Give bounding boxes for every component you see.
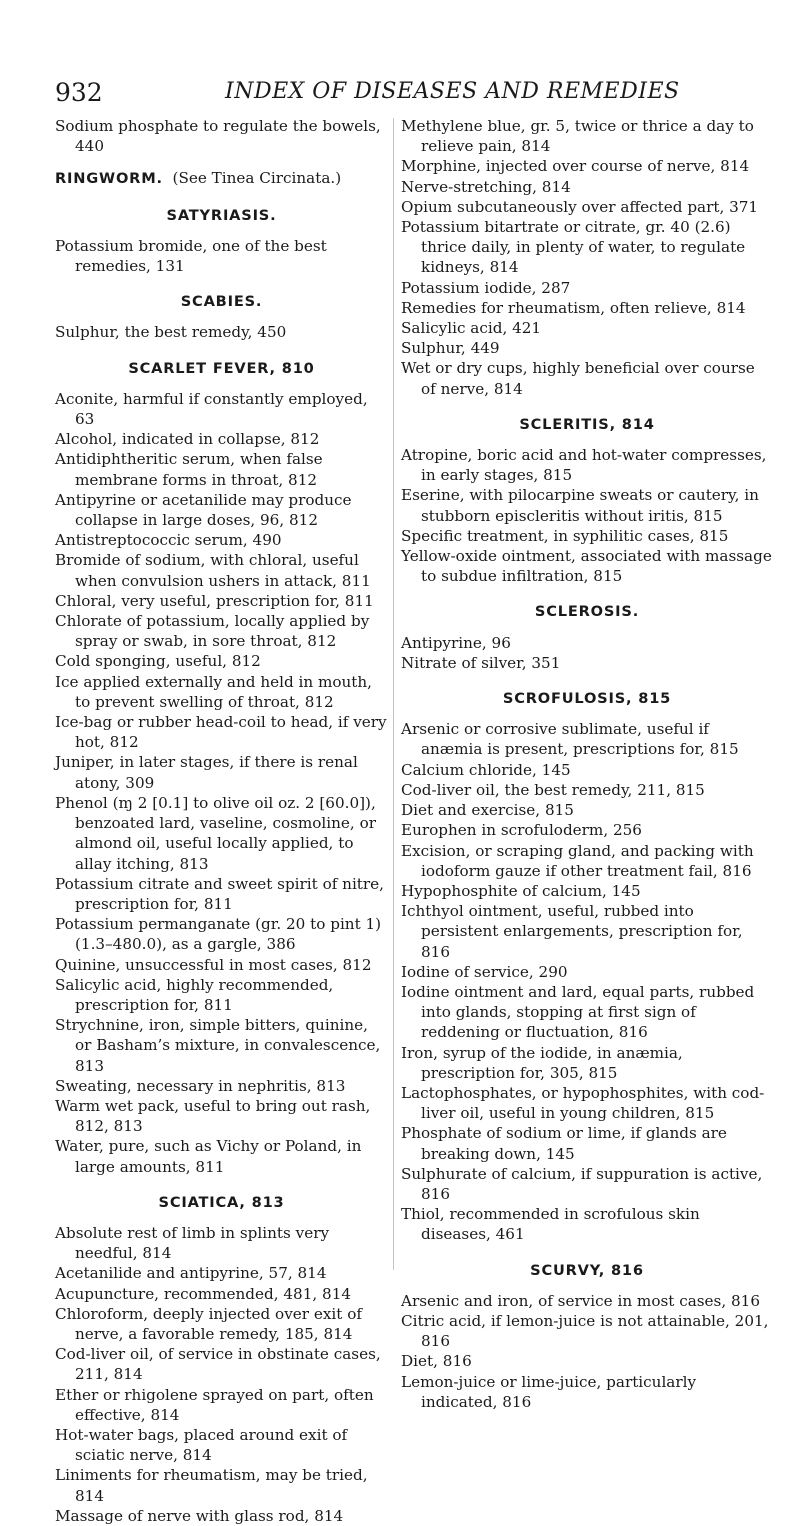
index-entry: Antipyrine, 96 xyxy=(401,633,511,652)
index-entry: Potassium iodide, 287 xyxy=(401,278,571,297)
index-entry: Sulphur, the best remedy, 450 xyxy=(55,323,287,342)
page-number: 932 xyxy=(55,78,103,107)
index-entry: Antipyrine or acetanilide may produce collapse in large doses, 96, 812 xyxy=(55,490,352,530)
index-entry: Ichthyol ointment, useful, rubbed into persistent enlargements, prescription for, 816 xyxy=(401,902,743,961)
index-entry: Warm wet pack, useful to bring out rash, 812, 813 xyxy=(55,1096,371,1136)
section-scabies xyxy=(55,292,388,342)
index-entry: Iron, syrup of the iodide, in anæmia, prescription for, 305, 815 xyxy=(401,1043,683,1082)
section-heading: SCLERITIS, 814 xyxy=(519,415,655,433)
index-entry: Nitrate of silver, 351 xyxy=(401,653,561,672)
right-column xyxy=(401,116,773,1412)
index-entry: Sulphurate of calcium, if suppuration is active, 816 xyxy=(401,1164,763,1203)
cross-reference-target: (See Tinea Circinata.) xyxy=(172,169,342,188)
index-entry: Methylene blue, gr. 5, twice or thrice a day to relieve pain, 814 xyxy=(401,117,754,156)
cross-reference xyxy=(55,168,388,189)
index-entry: Lemon-juice or lime-juice, particularly indicated, 816 xyxy=(401,1372,697,1411)
index-entry: Diet and exercise, 815 xyxy=(401,801,574,820)
index-entry: Europhen in scrofuloderm, 256 xyxy=(401,821,642,840)
section-heading: SCROFULOSIS, 815 xyxy=(502,690,672,708)
index-entry: Potassium bitartrate or citrate, gr. 40 (2.6) thrice daily, in plenty of water, to regulate kidneys, 814 xyxy=(401,218,746,277)
running-head: INDEX OF DISEASES AND REMEDIES xyxy=(225,79,680,104)
section-heading: SCARLET FEVER, 810 xyxy=(128,359,315,377)
index-entry: Ice applied externally and held in mouth, to prevent swelling of throat, 812 xyxy=(55,672,373,711)
index-entry: Cold sponging, useful, 812 xyxy=(55,652,261,671)
index-entry: Chlorate of potassium, locally applied by spray or swab, in sore throat, 812 xyxy=(55,612,370,651)
index-entry: Water, pure, such as Vichy or Poland, in large amounts, 811 xyxy=(55,1137,362,1176)
section-scarlet-fever xyxy=(55,359,388,1177)
page-header xyxy=(55,78,775,112)
index-entry: Potassium bromide, one of the best remedies, 131 xyxy=(55,236,327,276)
left-column xyxy=(55,116,388,1526)
index-entry: Calcium chloride, 145 xyxy=(401,760,571,779)
index-entry: Chloroform, deeply injected over exit of nerve, a favorable remedy, 185, 814 xyxy=(55,1304,362,1343)
index-entry: Potassium citrate and sweet spirit of nitre, prescription for, 811 xyxy=(55,874,384,913)
index-entry: Remedies for rheumatism, often relieve, 814 xyxy=(401,298,746,317)
index-entry: Chloral, very useful, prescription for, 811 xyxy=(55,591,374,610)
index-entry: Sulphur, 449 xyxy=(401,339,500,358)
index-entry: Salicylic acid, 421 xyxy=(401,319,542,338)
index-entry: Lactophosphates, or hypophosphites, with cod-liver oil, useful in young children, 815 xyxy=(401,1083,765,1123)
index-entry: Diet, 816 xyxy=(401,1352,472,1371)
index-entry: Antidiphtheritic serum, when false membrane forms in throat, 812 xyxy=(55,450,323,489)
index-entry: Nerve-stretching, 814 xyxy=(401,177,571,196)
index-entry: Antistreptococcic serum, 490 xyxy=(55,531,282,550)
section-sclerosis xyxy=(401,602,773,673)
index-entry: Acetanilide and antipyrine, 57, 814 xyxy=(55,1264,327,1283)
index-entry: Wet or dry cups, highly beneficial over course of nerve, 814 xyxy=(401,359,755,398)
index-entry: Arsenic and iron, of service in most cases, 816 xyxy=(401,1291,760,1310)
section-sciatica xyxy=(55,1193,388,1526)
index-entry: Eserine, with pilocarpine sweats or cautery, in stubborn episcleritis without iritis, 815 xyxy=(401,486,759,525)
index-entry: Hot-water bags, placed around exit of sciatic nerve, 814 xyxy=(55,1425,348,1465)
index-entry: Acupuncture, recommended, 481, 814 xyxy=(55,1284,352,1303)
section-heading: SCLEROSIS. xyxy=(534,603,640,621)
index-entry: Arsenic or corrosive sublimate, useful if anæmia is present, prescriptions for, 815 xyxy=(401,720,739,759)
index-entry: Salicylic acid, highly recommended, prescription for, 811 xyxy=(55,975,334,1014)
index-entry: Specific treatment, in syphilitic cases, 815 xyxy=(401,526,729,545)
index-entry: Phosphate of sodium or lime, if glands are breaking down, 145 xyxy=(401,1124,727,1163)
index-entry: Ether or rhigolene sprayed on part, often effective, 814 xyxy=(55,1385,374,1424)
index-entry: Iodine ointment and lard, equal parts, rubbed into glands, stopping at first sign of reddening or fluctuation, 816 xyxy=(401,982,755,1042)
index-entry: Citric acid, if lemon-juice is not attainable, 201, 816 xyxy=(401,1311,769,1351)
index-entry: Aconite, harmful if constantly employed, 63 xyxy=(55,389,368,429)
index-entry: Hypophosphite of calcium, 145 xyxy=(401,881,641,900)
index-entry: Alcohol, indicated in collapse, 812 xyxy=(55,430,320,449)
column-divider xyxy=(393,118,394,1270)
index-entry: Potassium permanganate (gr. 20 to pint 1) (1.3–480.0), as a gargle, 386 xyxy=(55,915,382,954)
index-entry: Sweating, necessary in nephritis, 813 xyxy=(55,1076,346,1095)
index-entry: Liniments for rheumatism, may be tried, 814 xyxy=(55,1466,368,1505)
index-entry: Sodium phosphate to regulate the bowels, 440 xyxy=(55,117,381,156)
index-entry: Opium subcutaneously over affected part, 371 xyxy=(401,197,759,216)
index-entry: Juniper, in later stages, if there is renal atony, 309 xyxy=(55,753,358,792)
cross-reference-term: RINGWORM. xyxy=(55,170,163,188)
continued-entries xyxy=(55,116,388,156)
index-entry: Thiol, recommended in scrofulous skin diseases, 461 xyxy=(401,1205,700,1244)
section-heading: SCABIES. xyxy=(180,293,263,311)
section-satyriasis xyxy=(55,206,388,277)
section-scrofulosis xyxy=(401,689,773,1244)
index-entry: Quinine, unsuccessful in most cases, 812 xyxy=(55,955,372,974)
index-entry: Massage of nerve with glass rod, 814 xyxy=(55,1506,344,1525)
section-scurvy xyxy=(401,1261,773,1412)
index-entry: Bromide of sodium, with chloral, useful when convulsion ushers in attack, 811 xyxy=(55,551,371,590)
section-heading: SATYRIASIS. xyxy=(166,206,277,224)
section-heading: SCIATICA, 813 xyxy=(158,1193,285,1211)
index-entry: Excision, or scraping gland, and packing with iodoform gauze if other treatment fail, 816 xyxy=(401,841,754,880)
index-entry: Cod-liver oil, of service in obstinate cases, 211, 814 xyxy=(55,1345,381,1384)
index-entry: Iodine of service, 290 xyxy=(401,962,568,981)
index-entry: Morphine, injected over course of nerve, 814 xyxy=(401,157,750,176)
index-entry: Atropine, boric acid and hot-water compresses, in early stages, 815 xyxy=(401,446,767,485)
index-entry: Ice-bag or rubber head-coil to head, if very hot, 812 xyxy=(55,713,387,752)
index-entry: Cod-liver oil, the best remedy, 211, 815 xyxy=(401,780,705,799)
index-entry: Yellow-oxide ointment, associated with massage to subdue infiltration, 815 xyxy=(401,547,772,586)
section-heading: SCURVY, 816 xyxy=(530,1261,644,1279)
index-entry: Strychnine, iron, simple bitters, quinine, or Basham’s mixture, in convalescence, 813 xyxy=(55,1016,381,1075)
index-entry: Absolute rest of limb in splints very needful, 814 xyxy=(55,1223,330,1263)
continued-entries xyxy=(401,116,773,399)
section-scleritis xyxy=(401,415,773,587)
index-entry: Phenol (ɱ 2 [0.1] to olive oil oz. 2 [60.0]), benzoated lard, vaseline, cosmoline, or almond oil, useful locally applied, to allay itching, 813 xyxy=(55,793,376,873)
